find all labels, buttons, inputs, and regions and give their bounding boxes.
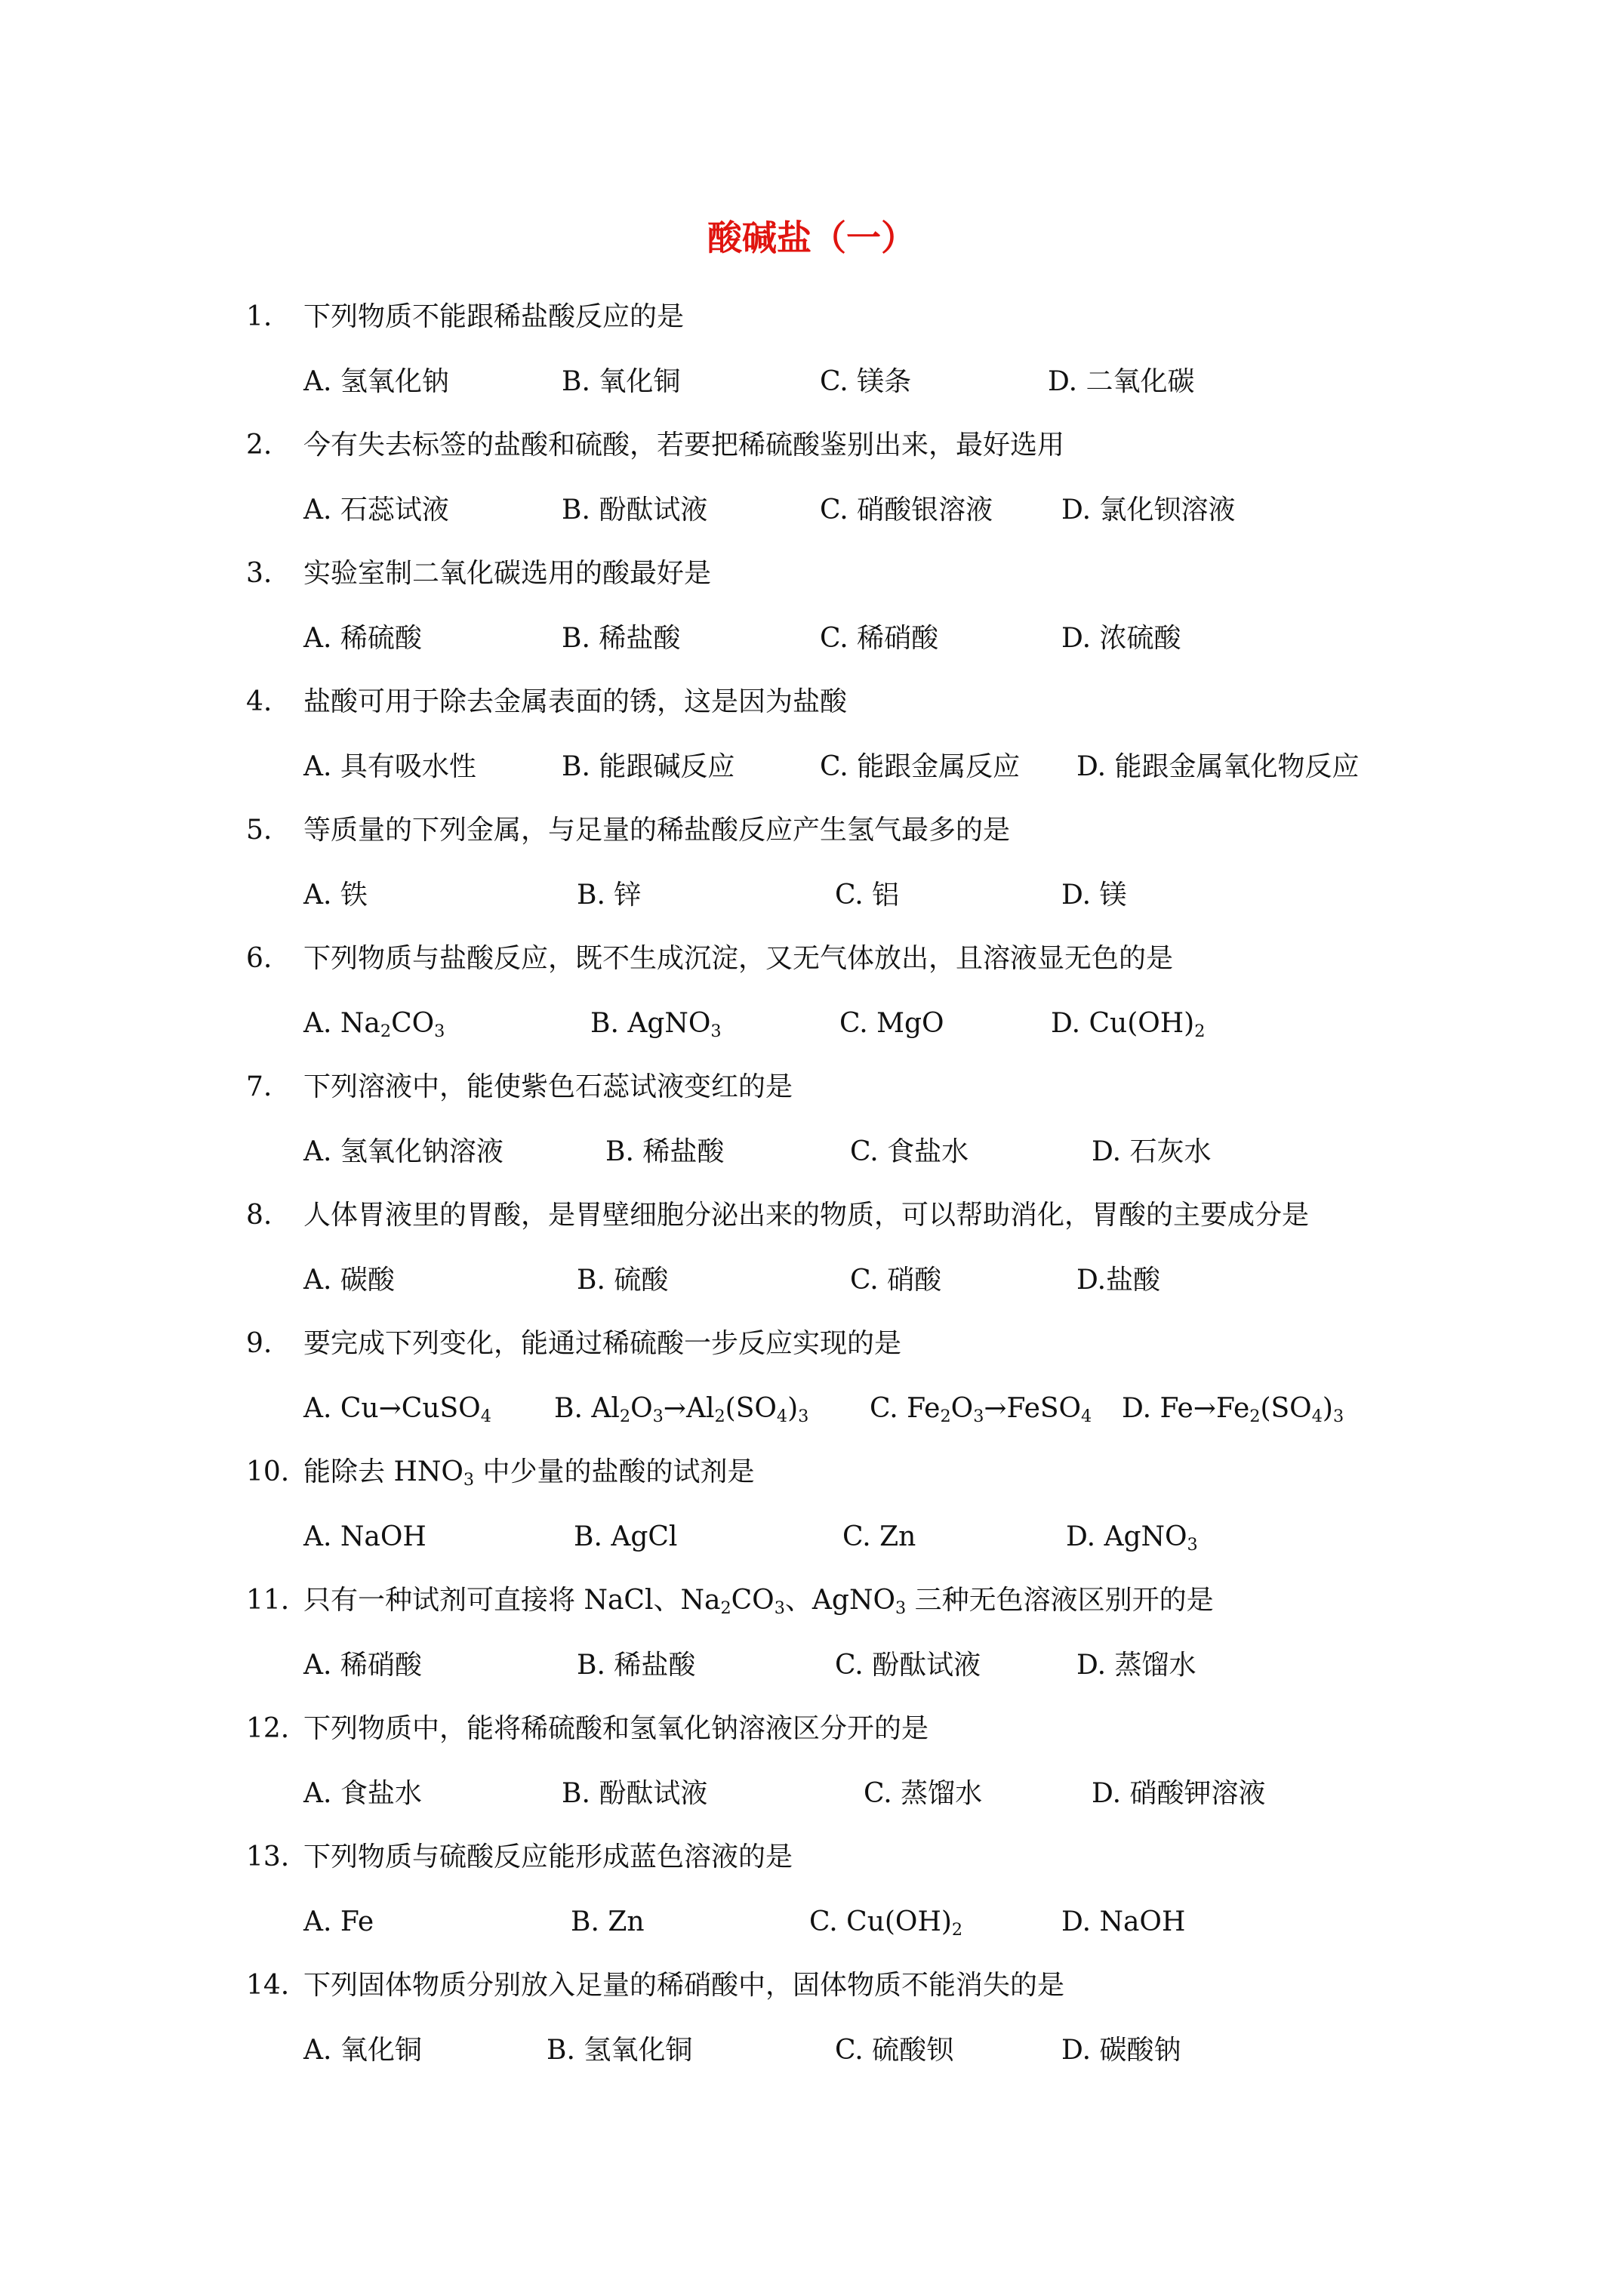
option-d: D. 碳酸钠 (1061, 2035, 1181, 2066)
option-b: B. 稀盐酸 (605, 1136, 725, 1167)
option-b: B. 稀盐酸 (562, 623, 681, 654)
question-line (0, 686, 1623, 731)
question-text: 下列固体物质分别放入足量的稀硝酸中，固体物质不能消失的是 (303, 1970, 1065, 2001)
question-text: 要完成下列变化，能通过稀硫酸一步反应实现的是 (303, 1328, 902, 1359)
option-a: A. 稀硫酸 (303, 623, 422, 654)
question-number: 9. (246, 1328, 273, 1359)
question-line (0, 557, 1623, 603)
option-b: B. AgCl (574, 1521, 678, 1552)
question-text: 实验室制二氧化碳选用的酸最好是 (303, 558, 712, 589)
option-a: A. 碳酸 (303, 1265, 395, 1296)
question-number: 6. (246, 943, 273, 974)
question-line (0, 942, 1623, 988)
option-d: D. 蒸馏水 (1076, 1650, 1196, 1681)
option-c: C. 硫酸钡 (835, 2035, 954, 2066)
question-text: 只有一种试剂可直接将 NaCl、$Na_2CO_3$、AgNO$_3$ 三种无色溶液区别开的是 (303, 1585, 1214, 1619)
option-d: D. 二氧化碳 (1048, 366, 1195, 397)
option-b: B. 锌 (577, 880, 642, 911)
option-c: C. 能跟金属反应 (820, 751, 1021, 782)
option-d: D. $Cu(OH)_2$ (1051, 1008, 1206, 1042)
option-c: C. Zn (842, 1521, 916, 1552)
question-text: 下列物质中，能将稀硫酸和氢氧化钠溶液区分开的是 (303, 1713, 929, 1744)
question-number: 8. (246, 1200, 273, 1231)
question-number: 11. (246, 1585, 290, 1616)
question-number: 10. (246, 1456, 290, 1487)
option-c: C. 食盐水 (850, 1136, 969, 1167)
option-d: D. $Fe\to Fe_2(SO_4)_3$ (1122, 1393, 1344, 1427)
question-text: 今有失去标签的盐酸和硫酸，若要把稀硫酸鉴别出来，最好选用 (303, 430, 1065, 461)
option-b: B. Zn (571, 1906, 645, 1937)
question-text: 下列物质与硫酸反应能形成蓝色溶液的是 (303, 1841, 793, 1872)
question-line (0, 1327, 1623, 1373)
option-a: A. 稀硝酸 (303, 1650, 422, 1681)
question-line (0, 1456, 1623, 1501)
option-a: A. 氧化铜 (303, 2035, 422, 2066)
option-a: A. 石蕊试液 (303, 495, 449, 525)
option-c: C. 蒸馏水 (864, 1778, 983, 1809)
option-c: C. 硝酸 (850, 1265, 942, 1296)
option-a: A. 氢氧化钠溶液 (303, 1136, 504, 1167)
question-line (0, 1712, 1623, 1758)
page-title: 酸碱盐（一） (707, 217, 916, 258)
question-text: 下列物质不能跟稀盐酸反应的是 (303, 301, 685, 332)
option-d: D. 石灰水 (1092, 1136, 1212, 1167)
option-c: C. 酚酞试液 (835, 1650, 981, 1681)
option-b: B. 酚酞试液 (562, 495, 708, 525)
question-text: 能除去 $HNO_3$ 中少量的盐酸的试剂是 (303, 1456, 755, 1490)
question-text: 等质量的下列金属，与足量的稀盐酸反应产生氢气最多的是 (303, 815, 1011, 846)
option-a: A. 食盐水 (303, 1778, 422, 1809)
question-line (0, 814, 1623, 859)
question-number: 13. (246, 1841, 290, 1872)
question-line (0, 1969, 1623, 2014)
option-a: A. Cu→CuSO$_4$ (303, 1393, 491, 1427)
option-a: A. Fe (303, 1906, 374, 1937)
option-c: C. 镁条 (820, 366, 912, 397)
option-d: D. 硝酸钾溶液 (1092, 1778, 1266, 1809)
question-number: 1. (246, 301, 273, 332)
option-d: D. AgNO$_3$ (1066, 1521, 1198, 1555)
option-c: C. $Cu(OH)_2$ (809, 1906, 963, 1940)
option-c: C. $Fe_2O_3\to FeSO_4$ (870, 1393, 1092, 1427)
question-number: 5. (246, 815, 273, 846)
option-a: A. NaOH (303, 1521, 427, 1552)
option-b: B. 硫酸 (577, 1265, 669, 1296)
option-d: D. NaOH (1061, 1906, 1186, 1937)
question-text: 下列溶液中，能使紫色石蕊试液变红的是 (303, 1071, 793, 1102)
option-a: A. 铁 (303, 880, 368, 911)
option-b: B. 酚酞试液 (562, 1778, 708, 1809)
question-number: 7. (246, 1071, 273, 1102)
option-a: A. $Na_2CO_3$ (303, 1008, 445, 1042)
question-number: 2. (246, 430, 273, 461)
option-b: B. $Al_2O_3\to Al_2(SO_4)_3$ (554, 1393, 809, 1427)
question-text: 盐酸可用于除去金属表面的锈，这是因为盐酸 (303, 686, 848, 717)
option-d: D. 氯化钡溶液 (1061, 495, 1236, 525)
question-line (0, 1071, 1623, 1116)
question-number: 14. (246, 1970, 290, 2001)
option-c: C. 硝酸银溶液 (820, 495, 993, 525)
question-number: 12. (246, 1713, 290, 1744)
question-line (0, 1584, 1623, 1629)
option-b: B. 稀盐酸 (577, 1650, 696, 1681)
option-b: B. 能跟碱反应 (562, 751, 735, 782)
option-d: D. 镁 (1061, 880, 1127, 911)
option-d: D.盐酸 (1076, 1265, 1161, 1296)
question-line (0, 429, 1623, 474)
question-number: 3. (246, 558, 273, 589)
option-c: C. 铝 (835, 880, 900, 911)
option-b: B. 氧化铜 (562, 366, 681, 397)
option-c: C. MgO (839, 1008, 944, 1039)
option-a: A. 具有吸水性 (303, 751, 476, 782)
question-line (0, 300, 1623, 346)
question-text: 人体胃液里的胃酸，是胃壁细胞分泌出来的物质，可以帮助消化，胃酸的主要成分是 (303, 1200, 1310, 1231)
question-text: 下列物质与盐酸反应，既不生成沉淀，又无气体放出，且溶液显无色的是 (303, 943, 1174, 974)
option-c: C. 稀硝酸 (820, 623, 939, 654)
question-line (0, 1199, 1623, 1244)
option-d: D. 浓硫酸 (1061, 623, 1181, 654)
option-b: B. 氢氧化铜 (547, 2035, 693, 2066)
option-b: B. AgNO$_3$ (590, 1008, 722, 1042)
option-d: D. 能跟金属氧化物反应 (1076, 751, 1360, 782)
question-line (0, 1841, 1623, 1886)
option-a: A. 氢氧化钠 (303, 366, 449, 397)
question-number: 4. (246, 686, 273, 717)
